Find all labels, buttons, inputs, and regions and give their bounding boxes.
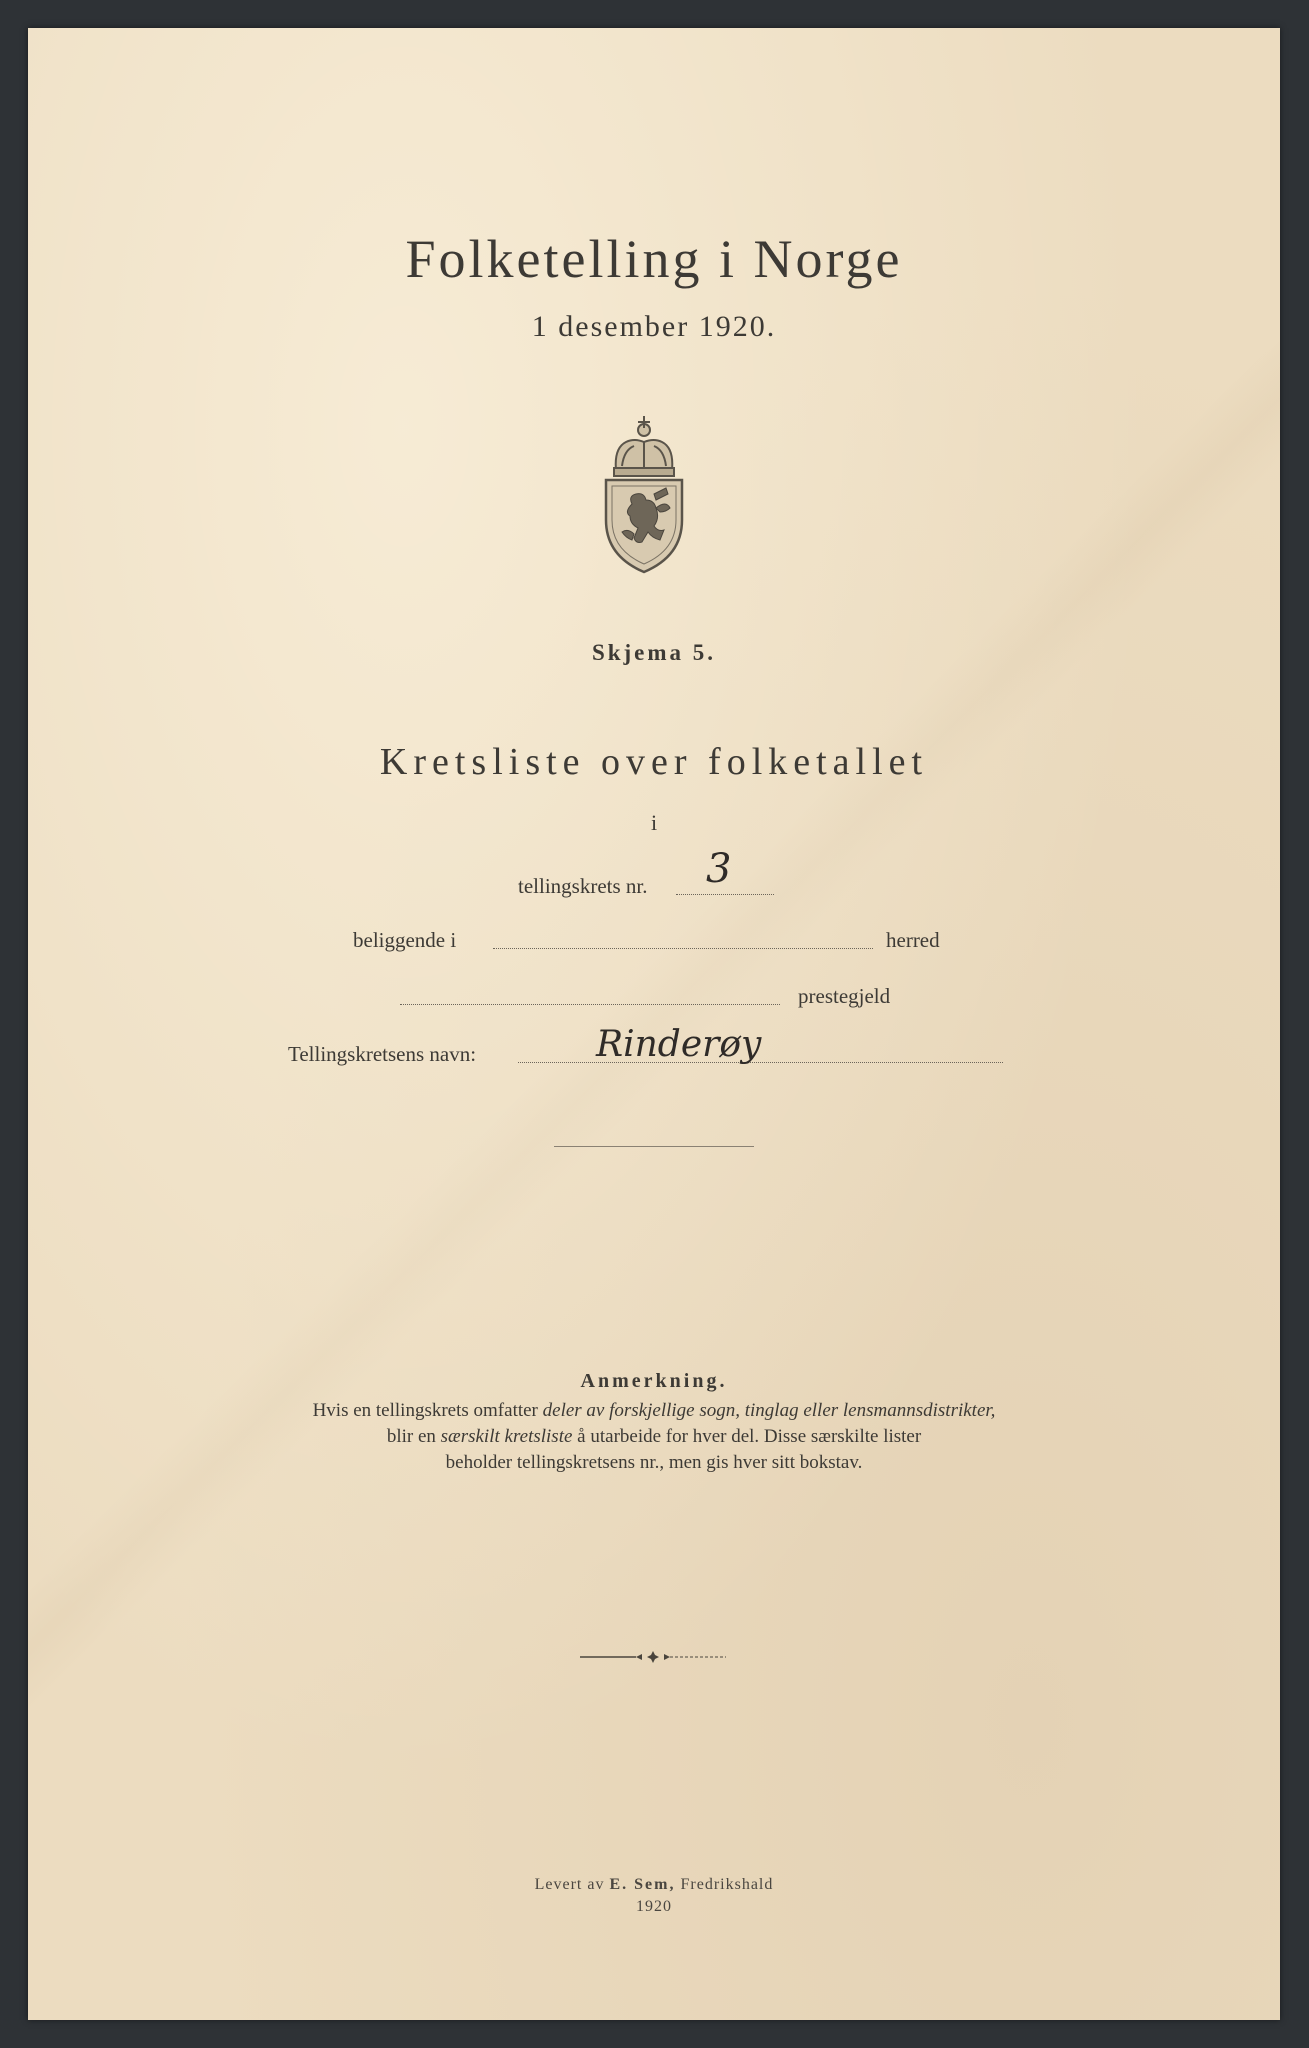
printer-post: Fredrikshald xyxy=(675,1876,774,1893)
printer-year: 1920 xyxy=(636,1898,672,1915)
schema-number: Skjema 5. xyxy=(591,640,717,665)
document-date: 1 desember 1920. xyxy=(531,310,777,343)
tellingskrets-label: tellingskrets nr. xyxy=(518,874,648,898)
note-heading: Anmerkning. xyxy=(580,1370,728,1392)
prestegjeld-label: prestegjeld xyxy=(798,984,891,1008)
ornament-divider-icon xyxy=(578,1650,728,1664)
printer-pre: Levert av xyxy=(534,1876,610,1893)
tellingskrets-value: 3 xyxy=(706,846,732,892)
note-line-1 xyxy=(28,1400,1280,1422)
divider-rule xyxy=(554,1146,754,1147)
note-line-1-italic: deler av forskjellige sogn, tinglag eller lensmannsdistrikter, xyxy=(542,1400,996,1421)
navn-value: Rinderøy xyxy=(596,1024,762,1065)
norwegian-coat-of-arms-icon xyxy=(594,408,694,576)
census-form-page xyxy=(28,28,1280,2020)
note-line-2-italic: særskilt kretsliste xyxy=(440,1426,573,1447)
note-line-1-text: Hvis en tellingskrets omfatter xyxy=(312,1400,543,1421)
beliggende-label: beliggende i xyxy=(353,928,457,952)
printer-credit xyxy=(28,1876,1280,1894)
note-line-2-text-a: blir en xyxy=(386,1426,441,1447)
document-title: Folketelling i Norge xyxy=(405,229,903,289)
navn-label: Tellingskretsens navn: xyxy=(288,1042,477,1066)
form-subtitle: Kretsliste over folketallet xyxy=(379,741,929,783)
prestegjeld-line xyxy=(400,1004,780,1005)
note-line-2-text-c: å utarbeide for hver del. Disse særskilte lister xyxy=(572,1426,922,1447)
beliggende-line xyxy=(493,948,873,949)
tellingskrets-line xyxy=(676,894,774,895)
note-line-3: beholder tellingskretsens nr., men gis hver sitt bokstav. xyxy=(445,1452,863,1473)
herred-label: herred xyxy=(886,928,940,952)
note-line-2 xyxy=(28,1426,1280,1448)
printer-name: E. Sem, xyxy=(609,1876,676,1893)
connector-i: i xyxy=(650,810,658,835)
